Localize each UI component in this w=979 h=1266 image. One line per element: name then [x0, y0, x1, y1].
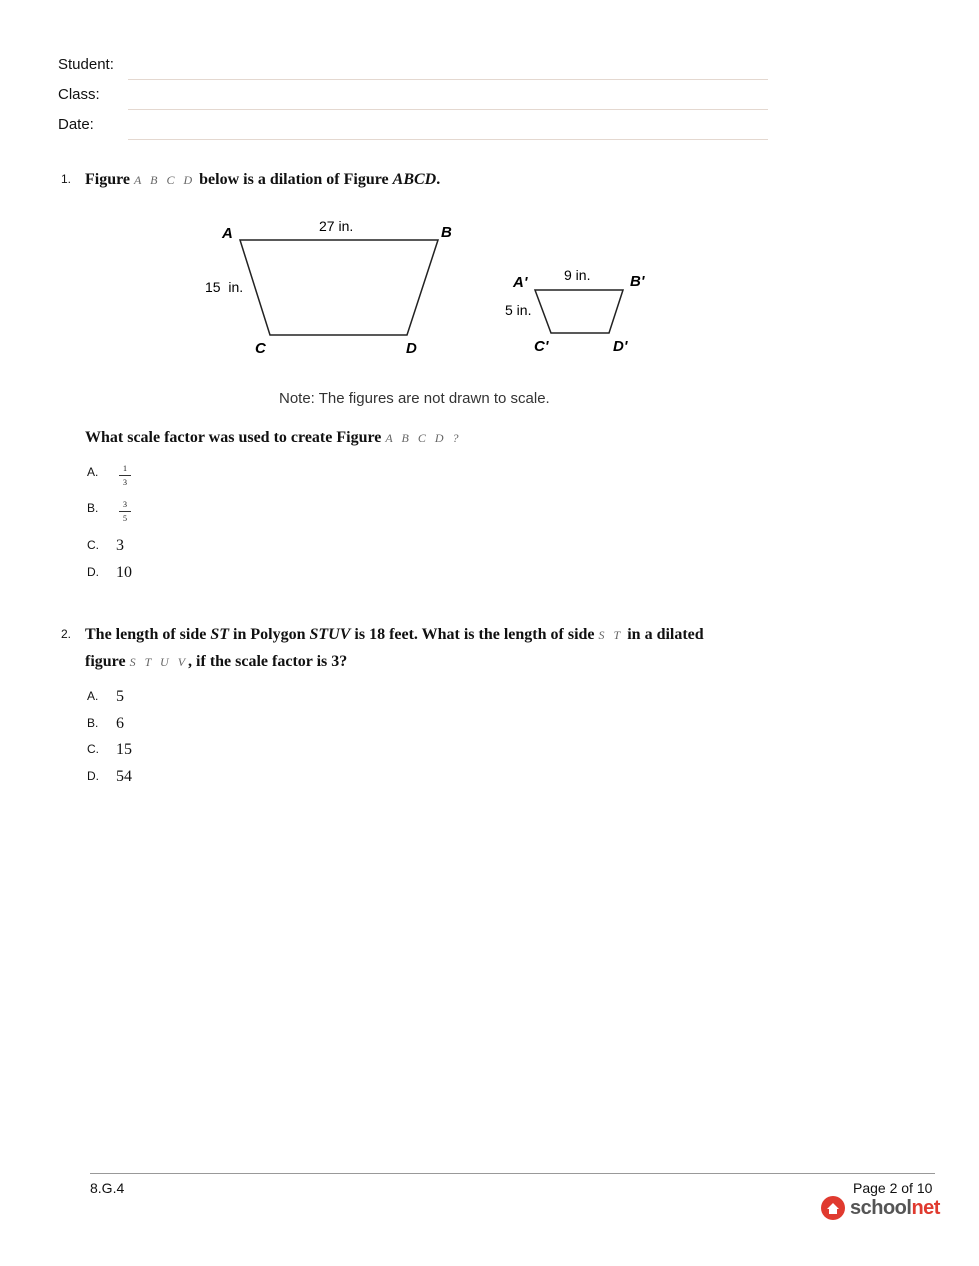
- question-1-text: [85, 171, 440, 189]
- q2-text-c: is 18 feet. What is the length of side: [354, 626, 595, 643]
- question-number-2: 2.: [61, 627, 72, 641]
- logo-net-text: net: [911, 1196, 940, 1219]
- dilation-diagram: [195, 210, 655, 410]
- q2-text-b: in Polygon: [233, 626, 306, 643]
- footer-page-number: Page 2 of 10: [853, 1180, 933, 1196]
- q1-text-before: Figure: [85, 171, 131, 188]
- q2-option-c-value[interactable]: 15: [116, 741, 132, 758]
- q1-option-b-letter[interactable]: B.: [87, 501, 99, 515]
- q1-text-mid: below is a dilation of Figure: [199, 171, 389, 188]
- footer-standard: 8.G.4: [90, 1180, 125, 1196]
- q2-image-var-st: S T: [598, 628, 624, 642]
- class-line: [128, 109, 768, 110]
- q1-prompt-var: A B C D ?: [385, 431, 462, 445]
- label-D-prime: D': [613, 338, 628, 355]
- date-label: Date:: [58, 116, 94, 133]
- student-label: Student:: [58, 56, 114, 73]
- figure-abcd: [240, 240, 438, 335]
- date-line: [128, 139, 768, 140]
- figure-abcd-prime: [535, 290, 623, 333]
- footer-divider: [90, 1173, 935, 1174]
- q2-option-a-letter[interactable]: A.: [87, 689, 99, 703]
- q2-text-f: , if the scale factor is 3?: [188, 653, 348, 670]
- label-9in: 9 in.: [564, 267, 591, 283]
- q1-image-var: A B C D: [134, 173, 196, 187]
- q2-text-e: figure: [85, 653, 126, 670]
- question-number: 1.: [61, 172, 72, 186]
- q1-option-d-value[interactable]: 10: [116, 564, 132, 581]
- question-2-line-1: [85, 626, 704, 644]
- q2-option-d-letter[interactable]: D.: [87, 769, 99, 783]
- label-15in: 15 in.: [205, 279, 244, 295]
- label-C: C: [255, 340, 266, 357]
- q2-text-d: in a dilated: [627, 626, 704, 643]
- label-5in: 5 in.: [505, 302, 532, 318]
- question-2-line-2: [85, 653, 347, 671]
- label-A-prime: A': [513, 274, 528, 291]
- q1-prompt-text: What scale factor was used to create Figure: [85, 429, 382, 446]
- q1-option-a-num: 1: [123, 464, 127, 473]
- class-label: Class:: [58, 86, 100, 103]
- q2-option-d-value[interactable]: 54: [116, 768, 132, 785]
- schoolnet-logo: [820, 1194, 940, 1222]
- student-line: [128, 79, 768, 80]
- diagram-note: Note: The figures are not drawn to scale.: [279, 390, 550, 407]
- q1-option-a-fraction[interactable]: [119, 464, 131, 487]
- label-D: D: [406, 340, 417, 357]
- q1-option-a-den: 3: [123, 478, 127, 487]
- question-1-prompt: [85, 429, 462, 447]
- label-B: B: [441, 224, 452, 241]
- q1-option-d-letter[interactable]: D.: [87, 565, 99, 579]
- q1-option-b-den: 5: [123, 514, 127, 523]
- q1-option-b-fraction[interactable]: [119, 500, 131, 523]
- logo-school-text: school: [850, 1196, 912, 1219]
- q1-option-a-letter[interactable]: A.: [87, 465, 99, 479]
- q1-option-c-value[interactable]: 3: [116, 537, 124, 554]
- q2-text-a: The length of side: [85, 626, 207, 643]
- q2-var-stuv: STUV: [309, 626, 351, 643]
- house-icon: [820, 1195, 846, 1221]
- q2-option-c-letter[interactable]: C.: [87, 742, 99, 756]
- label-B-prime: B': [630, 273, 645, 290]
- label-27in: 27 in.: [319, 218, 354, 234]
- q2-option-a-value[interactable]: 5: [116, 688, 124, 705]
- label-A: A: [222, 225, 233, 242]
- q2-image-var-stuv: S T U V: [129, 655, 189, 669]
- q2-option-b-value[interactable]: 6: [116, 715, 124, 732]
- q1-var: ABCD: [392, 171, 437, 188]
- label-C-prime: C': [534, 338, 549, 355]
- q1-option-c-letter[interactable]: C.: [87, 538, 99, 552]
- q2-option-b-letter[interactable]: B.: [87, 716, 99, 730]
- q2-var-st: ST: [210, 626, 230, 643]
- q1-option-b-num: 3: [123, 500, 127, 509]
- q1-period: .: [436, 171, 441, 188]
